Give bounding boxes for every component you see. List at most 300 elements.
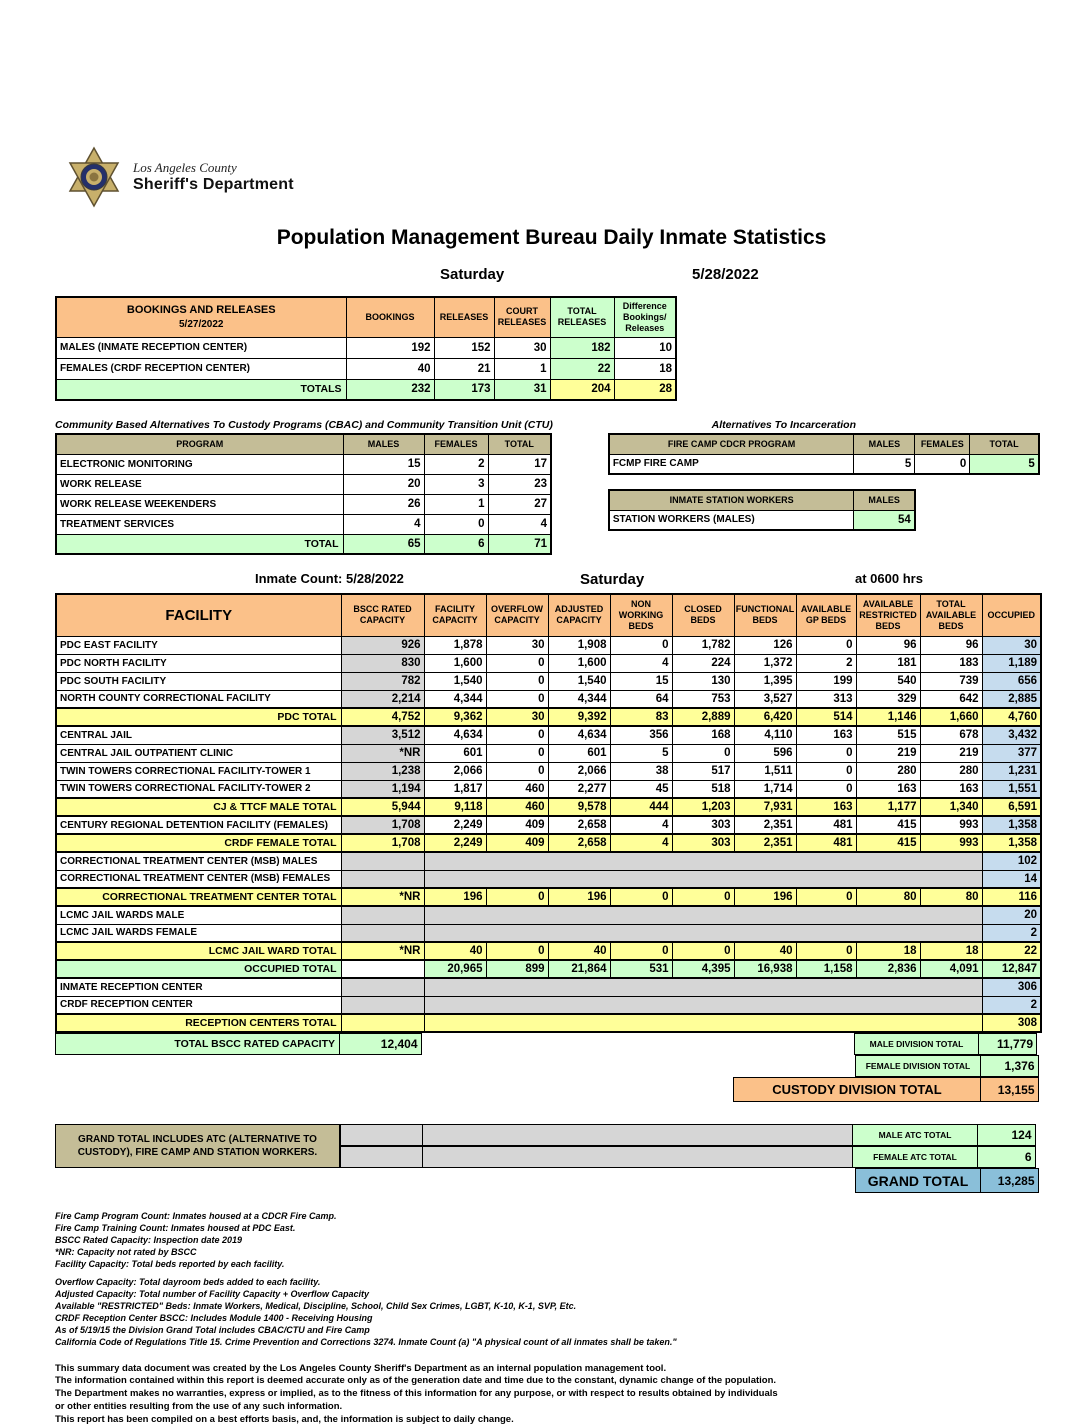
table-row — [56, 870, 1041, 888]
column-header: TOTAL AVAILABLE BEDS — [920, 594, 982, 636]
row-label: WORK RELEASE WEEKENDERS — [56, 494, 343, 514]
grand-total-value: 13,285 — [980, 1168, 1039, 1193]
cell-value: 993 — [920, 816, 982, 834]
column-header: TOTAL — [970, 434, 1039, 454]
table-row — [56, 514, 551, 534]
subtotal-label: CORRECTIONAL TREATMENT CENTER TOTAL — [56, 888, 341, 906]
blank-merged-cell — [424, 870, 982, 888]
footnote-line: As of 5/19/15 the Division Grand Total includes CBAC/CTU and Fire Camp — [55, 1324, 370, 1335]
table-row — [56, 708, 1041, 726]
blank-cell — [341, 906, 424, 924]
column-header: FACILITY CAPACITY — [424, 594, 486, 636]
cell-value: 642 — [920, 690, 982, 708]
station-workers-table — [608, 489, 916, 531]
cell-value: 3,432 — [982, 726, 1041, 744]
table-row — [56, 762, 1041, 780]
blank-merged-cell — [424, 978, 982, 996]
cell-value: 224 — [672, 654, 734, 672]
cell-value: 4 — [488, 514, 551, 534]
footnote-line: CRDF Reception Center BSCC: Includes Module 1400 - Receiving Housing — [55, 1313, 373, 1323]
cell-value: 30 — [486, 636, 548, 654]
cell-value: 782 — [341, 672, 424, 690]
grand-total-box — [55, 1124, 1040, 1193]
table-row — [56, 978, 1041, 996]
blank-cell — [340, 1146, 423, 1168]
facility-label: TWIN TOWERS CORRECTIONAL FACILITY-TOWER 1 — [56, 762, 341, 780]
cell-value: 4,344 — [548, 690, 610, 708]
cell-value: 444 — [610, 798, 672, 816]
totals-label: TOTALS — [56, 379, 346, 400]
cell-value: 1,551 — [982, 780, 1041, 798]
male-division-label: MALE DIVISION TOTAL — [854, 1033, 980, 1055]
cell-value: 5 — [610, 744, 672, 762]
cell-value: 163 — [920, 780, 982, 798]
cell-value: 4,395 — [672, 960, 734, 978]
cell-value: 1,908 — [548, 636, 610, 654]
cell-value: 2,066 — [548, 762, 610, 780]
cbac-block — [55, 419, 553, 555]
facility-label: LCMC JAIL WARDS MALE — [56, 906, 341, 924]
cell-value: 40 — [424, 942, 486, 960]
cell-value: 17 — [488, 454, 551, 474]
logo-county-line: Los Angeles County — [133, 160, 237, 175]
cell-value: 4,344 — [424, 690, 486, 708]
cell-value: 2,277 — [548, 780, 610, 798]
column-header: FEMALES — [424, 434, 488, 454]
cell-value: 4,752 — [341, 708, 424, 726]
cell-value: 3,512 — [341, 726, 424, 744]
cell-value: 1,231 — [982, 762, 1041, 780]
column-header: FACILITY — [56, 594, 341, 636]
column-header: MALES — [854, 490, 915, 510]
cell-value: 1 — [494, 358, 550, 379]
cell-value: 518 — [672, 780, 734, 798]
cell-value: 0 — [796, 636, 856, 654]
cell-value: 3,527 — [734, 690, 796, 708]
column-header: OVERFLOW CAPACITY — [486, 594, 548, 636]
cell-value: 540 — [856, 672, 920, 690]
footnotes-group-1 — [55, 1211, 1088, 1270]
cell-value: 196 — [424, 888, 486, 906]
blank-merged-cell — [424, 852, 982, 870]
row-label: TREATMENT SERVICES — [56, 514, 343, 534]
cell-value: 1,714 — [734, 780, 796, 798]
cell-value: 168 — [672, 726, 734, 744]
table-row — [56, 852, 1041, 870]
cell-value: 517 — [672, 762, 734, 780]
cell-value: 4 — [610, 834, 672, 852]
cell-value: 0 — [486, 726, 548, 744]
cell-value: 199 — [796, 672, 856, 690]
cell-value: 219 — [856, 744, 920, 762]
footnotes-group-2 — [55, 1277, 1088, 1348]
blank-cell — [341, 924, 424, 942]
column-header: FUNCTIONAL BEDS — [734, 594, 796, 636]
cell-value: 0 — [486, 888, 548, 906]
table-row — [56, 1014, 1041, 1032]
cell-value: 514 — [796, 708, 856, 726]
atc-total-label: MALE ATC TOTAL — [852, 1124, 978, 1146]
cell-value: 30 — [982, 636, 1041, 654]
cell-value: 4 — [343, 514, 424, 534]
cell-value: 181 — [856, 654, 920, 672]
column-header: COURT RELEASES — [494, 297, 550, 337]
cell-value: 0 — [796, 888, 856, 906]
disclaimer-line: This report has been compiled on a best efforts basis, and, the information is subject to daily change. — [55, 1413, 514, 1425]
row-label: FEMALES (CRDF RECEPTION CENTER) — [56, 358, 346, 379]
column-header: INMATE STATION WORKERS — [609, 490, 854, 510]
table-row — [56, 744, 1041, 762]
facility-label: CENTRAL JAIL OUTPATIENT CLINIC — [56, 744, 341, 762]
cell-value: 2 — [424, 454, 488, 474]
column-header: TOTAL RELEASES — [550, 297, 614, 337]
facility-label: INMATE RECEPTION CENTER — [56, 978, 341, 996]
totals-label: TOTAL — [56, 534, 343, 554]
cell-value: 204 — [550, 379, 614, 400]
occupied-value: 14 — [982, 870, 1041, 888]
cell-value: 196 — [548, 888, 610, 906]
cell-value: 1,203 — [672, 798, 734, 816]
column-header: NON WORKING BEDS — [610, 594, 672, 636]
cell-value — [341, 960, 424, 978]
division-row — [55, 1033, 1088, 1055]
table-row — [56, 672, 1041, 690]
cell-value: 219 — [920, 744, 982, 762]
cell-value: 163 — [796, 726, 856, 744]
footnote-line: Adjusted Capacity: Total number of Facility Capacity + Overflow Capacity — [55, 1289, 369, 1300]
header-row — [56, 434, 551, 454]
cell-value: 0 — [672, 744, 734, 762]
column-header: RELEASES — [434, 297, 494, 337]
cell-value: 71 — [488, 534, 551, 554]
cell-value: 126 — [734, 636, 796, 654]
cell-value: 163 — [856, 780, 920, 798]
cell-value: 96 — [856, 636, 920, 654]
blank-merged-cell — [424, 924, 982, 942]
cell-value: 196 — [734, 888, 796, 906]
facility-label: CENTRAL JAIL — [56, 726, 341, 744]
cell-value: 993 — [920, 834, 982, 852]
cell-value: 1,158 — [796, 960, 856, 978]
grand-total-label: GRAND TOTAL — [855, 1168, 981, 1193]
grand-row — [340, 1124, 1040, 1146]
blank-merged-cell — [424, 996, 982, 1014]
cell-value: 232 — [346, 379, 434, 400]
cell-value: 45 — [610, 780, 672, 798]
facility-label: PDC EAST FACILITY — [56, 636, 341, 654]
cell-value: 0 — [672, 942, 734, 960]
cell-value: 130 — [672, 672, 734, 690]
totals-row — [56, 534, 551, 554]
cell-value: 9,118 — [424, 798, 486, 816]
division-row — [55, 1077, 1088, 1102]
cbac-title: Community Based Alternatives To Custody Programs (CBAC) and Community Transition Unit (CTU) — [55, 419, 553, 431]
cell-value: 1,358 — [982, 816, 1041, 834]
report-day: Saturday — [440, 266, 505, 283]
custody-division-label: CUSTODY DIVISION TOTAL — [733, 1077, 981, 1102]
cell-value: 18 — [856, 942, 920, 960]
cell-value: 0 — [796, 744, 856, 762]
cell-value: 23 — [488, 474, 551, 494]
cell-value: 18 — [614, 358, 676, 379]
facility-label: TWIN TOWERS CORRECTIONAL FACILITY-TOWER 2 — [56, 780, 341, 798]
table-row — [56, 834, 1041, 852]
cell-value: 596 — [734, 744, 796, 762]
facility-label: CORRECTIONAL TREATMENT CENTER (MSB) MALES — [56, 852, 341, 870]
day-date-row — [55, 266, 1088, 290]
cell-value: 1,358 — [982, 834, 1041, 852]
cell-value: 40 — [734, 942, 796, 960]
table-row — [609, 454, 1039, 474]
female-division-value: 1,376 — [980, 1055, 1039, 1077]
blank-cell — [341, 978, 424, 996]
cell-value: 926 — [341, 636, 424, 654]
cell-value: 1,660 — [920, 708, 982, 726]
page-title: Population Management Bureau Daily Inmate Statistics — [276, 226, 827, 249]
cell-value: 18 — [920, 942, 982, 960]
cell-value: 460 — [486, 780, 548, 798]
disclaimer-line: or other entities resulting from the use of any such information. — [55, 1401, 343, 1413]
cell-value: 0 — [796, 780, 856, 798]
column-header: FIRE CAMP CDCR PROGRAM — [609, 434, 854, 454]
table-row — [56, 654, 1041, 672]
table-row — [56, 337, 676, 358]
column-header: MALES — [343, 434, 424, 454]
cell-value: 1,372 — [734, 654, 796, 672]
cell-value: 280 — [920, 762, 982, 780]
cell-value: 601 — [548, 744, 610, 762]
cell-value: 0 — [610, 636, 672, 654]
cell-value: 15 — [610, 672, 672, 690]
cell-value: 2,351 — [734, 816, 796, 834]
alternatives-title: Alternatives To Incarceration — [711, 419, 856, 431]
cell-value: 4,634 — [424, 726, 486, 744]
cell-value: 54 — [854, 510, 915, 530]
cell-value: 377 — [982, 744, 1041, 762]
table-row — [56, 690, 1041, 708]
cell-value: 356 — [610, 726, 672, 744]
cell-value: 2,214 — [341, 690, 424, 708]
cell-value: 678 — [920, 726, 982, 744]
subtotal-label: RECEPTION CENTERS TOTAL — [56, 1014, 341, 1032]
lasd-logo — [65, 146, 1088, 208]
grand-total-note: GRAND TOTAL INCLUDES ATC (ALTERNATIVE TO CUSTODY), FIRE CAMP AND STATION WORKERS. — [55, 1124, 340, 1168]
cell-value: 21 — [434, 358, 494, 379]
table-row — [56, 888, 1041, 906]
grand-row — [340, 1146, 1040, 1168]
cell-value: 9,578 — [548, 798, 610, 816]
row-label: MALES (INMATE RECEPTION CENTER) — [56, 337, 346, 358]
cell-value: 6,420 — [734, 708, 796, 726]
table-row — [56, 942, 1041, 960]
atc-total-value: 6 — [977, 1146, 1036, 1168]
cell-value: 20 — [343, 474, 424, 494]
facility-label: PDC SOUTH FACILITY — [56, 672, 341, 690]
column-header: AVAILABLE RESTRICTED BEDS — [856, 594, 920, 636]
column-header: Difference Bookings/ Releases — [614, 297, 676, 337]
occupied-value: 306 — [982, 978, 1041, 996]
cell-value: 313 — [796, 690, 856, 708]
cell-value: 6 — [424, 534, 488, 554]
facility-label: NORTH COUNTY CORRECTIONAL FACILITY — [56, 690, 341, 708]
subtotal-label: CRDF FEMALE TOTAL — [56, 834, 341, 852]
cell-value: 1 — [424, 494, 488, 514]
cell-value: 12,847 — [982, 960, 1041, 978]
cell-value: 5 — [970, 454, 1039, 474]
row-label: ELECTRONIC MONITORING — [56, 454, 343, 474]
cbac-table — [55, 433, 552, 555]
cell-value: 1,708 — [341, 834, 424, 852]
disclaimer-line: The information contained within this report is deemed accurate only as of the generation date and time due to the constant, dynamic change of the population. — [55, 1375, 777, 1387]
cell-value: 1,146 — [856, 708, 920, 726]
cell-value: 1,708 — [341, 816, 424, 834]
cell-value: 31 — [494, 379, 550, 400]
cell-value: 409 — [486, 834, 548, 852]
division-row — [55, 1055, 1088, 1077]
cell-value: 10 — [614, 337, 676, 358]
footnote-line: Fire Camp Training Count: Inmates housed at PDC East. — [55, 1222, 296, 1233]
cell-value: 1,540 — [548, 672, 610, 690]
cell-value: 2 — [796, 654, 856, 672]
cell-value: 601 — [424, 744, 486, 762]
cell-value: 1,817 — [424, 780, 486, 798]
cell-value: 1,540 — [424, 672, 486, 690]
table-row — [56, 996, 1041, 1014]
cell-value: *NR — [341, 942, 424, 960]
spacer — [422, 1033, 854, 1055]
cell-value: 16,938 — [734, 960, 796, 978]
cell-value: 40 — [548, 942, 610, 960]
column-header: MALES — [854, 434, 915, 454]
cell-value: 28 — [614, 379, 676, 400]
spacer — [55, 1077, 733, 1102]
cell-value: 20,965 — [424, 960, 486, 978]
cell-value: 899 — [486, 960, 548, 978]
facility-label: LCMC JAIL WARDS FEMALE — [56, 924, 341, 942]
male-division-value: 11,779 — [978, 1033, 1037, 1055]
cell-value: 1,177 — [856, 798, 920, 816]
bookings-releases-table — [55, 296, 677, 401]
occupied-value: 2 — [982, 996, 1041, 1014]
cell-value: 96 — [920, 636, 982, 654]
occupied-total-label: OCCUPIED TOTAL — [56, 960, 341, 978]
cell-value: 2,836 — [856, 960, 920, 978]
cell-value: 7,931 — [734, 798, 796, 816]
header-row — [609, 490, 915, 510]
column-header: AVAILABLE GP BEDS — [796, 594, 856, 636]
cell-value: 40 — [346, 358, 434, 379]
blank-merged-cell — [424, 1014, 982, 1032]
cell-value: 303 — [672, 816, 734, 834]
column-header: TOTAL — [488, 434, 551, 454]
cell-value: 409 — [486, 816, 548, 834]
cell-value: 830 — [341, 654, 424, 672]
cell-value: 0 — [486, 744, 548, 762]
cell-value: 481 — [796, 834, 856, 852]
occupied-value: 20 — [982, 906, 1041, 924]
cell-value: 1,511 — [734, 762, 796, 780]
cell-value: 80 — [920, 888, 982, 906]
table-row — [609, 510, 915, 530]
cell-value: 739 — [920, 672, 982, 690]
alternatives-block — [608, 419, 1040, 555]
facility-label: CRDF RECEPTION CENTER — [56, 996, 341, 1014]
column-header: ADJUSTED CAPACITY — [548, 594, 610, 636]
header-row — [609, 434, 1039, 454]
bookings-title: BOOKINGS AND RELEASES — [126, 304, 276, 317]
cell-value: 65 — [343, 534, 424, 554]
cell-value: 173 — [434, 379, 494, 400]
facility-label: CORRECTIONAL TREATMENT CENTER (MSB) FEMALES — [56, 870, 341, 888]
header-row — [56, 594, 1041, 636]
cell-value: 0 — [796, 942, 856, 960]
cell-value: 1,238 — [341, 762, 424, 780]
cell-value: 5,944 — [341, 798, 424, 816]
disclaimer-line: The Department makes no warranties, express or implied, as to the fitness of this information for any purpose, or with respect to results obtained by individuals — [55, 1388, 778, 1400]
cell-value: 9,362 — [424, 708, 486, 726]
column-header: PROGRAM — [56, 434, 343, 454]
cell-value: *NR — [341, 744, 424, 762]
cell-value: 83 — [610, 708, 672, 726]
logo-department-line: Sheriff's Department — [133, 176, 294, 193]
fire-camp-table — [608, 433, 1040, 475]
column-header: CLOSED BEDS — [672, 594, 734, 636]
cell-value: 4,760 — [982, 708, 1041, 726]
cell-value: 656 — [982, 672, 1041, 690]
cell-value: 1,600 — [424, 654, 486, 672]
cell-value: 22 — [982, 942, 1041, 960]
cell-value: 2,066 — [424, 762, 486, 780]
table-row — [56, 780, 1041, 798]
column-header: BOOKINGS — [346, 297, 434, 337]
table-row — [56, 636, 1041, 654]
cell-value: 0 — [486, 672, 548, 690]
cell-value: 1,395 — [734, 672, 796, 690]
cell-value: 1,194 — [341, 780, 424, 798]
spacer — [55, 1055, 855, 1077]
division-total-rows — [55, 1033, 1088, 1102]
cell-value: 192 — [346, 337, 434, 358]
subtotal-label: PDC TOTAL — [56, 708, 341, 726]
cell-value: 22 — [550, 358, 614, 379]
cell-value: 415 — [856, 834, 920, 852]
column-header: BSCC RATED CAPACITY — [341, 594, 424, 636]
logo-text — [133, 160, 294, 194]
footnote-line: Facility Capacity: Total beds reported by each facility. — [55, 1258, 285, 1269]
cell-value: 0 — [796, 762, 856, 780]
cell-value: 2,351 — [734, 834, 796, 852]
cell-value: 38 — [610, 762, 672, 780]
cell-value: 152 — [434, 337, 494, 358]
cell-value: 460 — [486, 798, 548, 816]
inmate-count-day: Saturday — [580, 571, 645, 588]
cell-value: 2,249 — [424, 834, 486, 852]
cell-value: 30 — [486, 708, 548, 726]
cell-value: 2,658 — [548, 834, 610, 852]
cell-value: 30 — [494, 337, 550, 358]
row-label: STATION WORKERS (MALES) — [609, 510, 854, 530]
subtotal-label: CJ & TTCF MALE TOTAL — [56, 798, 341, 816]
blank-cell — [341, 996, 424, 1014]
table-row — [56, 454, 551, 474]
cell-value: 329 — [856, 690, 920, 708]
cell-value: 1,189 — [982, 654, 1041, 672]
cell-value: 303 — [672, 834, 734, 852]
cell-value: 4,634 — [548, 726, 610, 744]
table-row — [56, 494, 551, 514]
sheriff-star-icon — [65, 146, 123, 208]
cell-value: 0 — [486, 690, 548, 708]
